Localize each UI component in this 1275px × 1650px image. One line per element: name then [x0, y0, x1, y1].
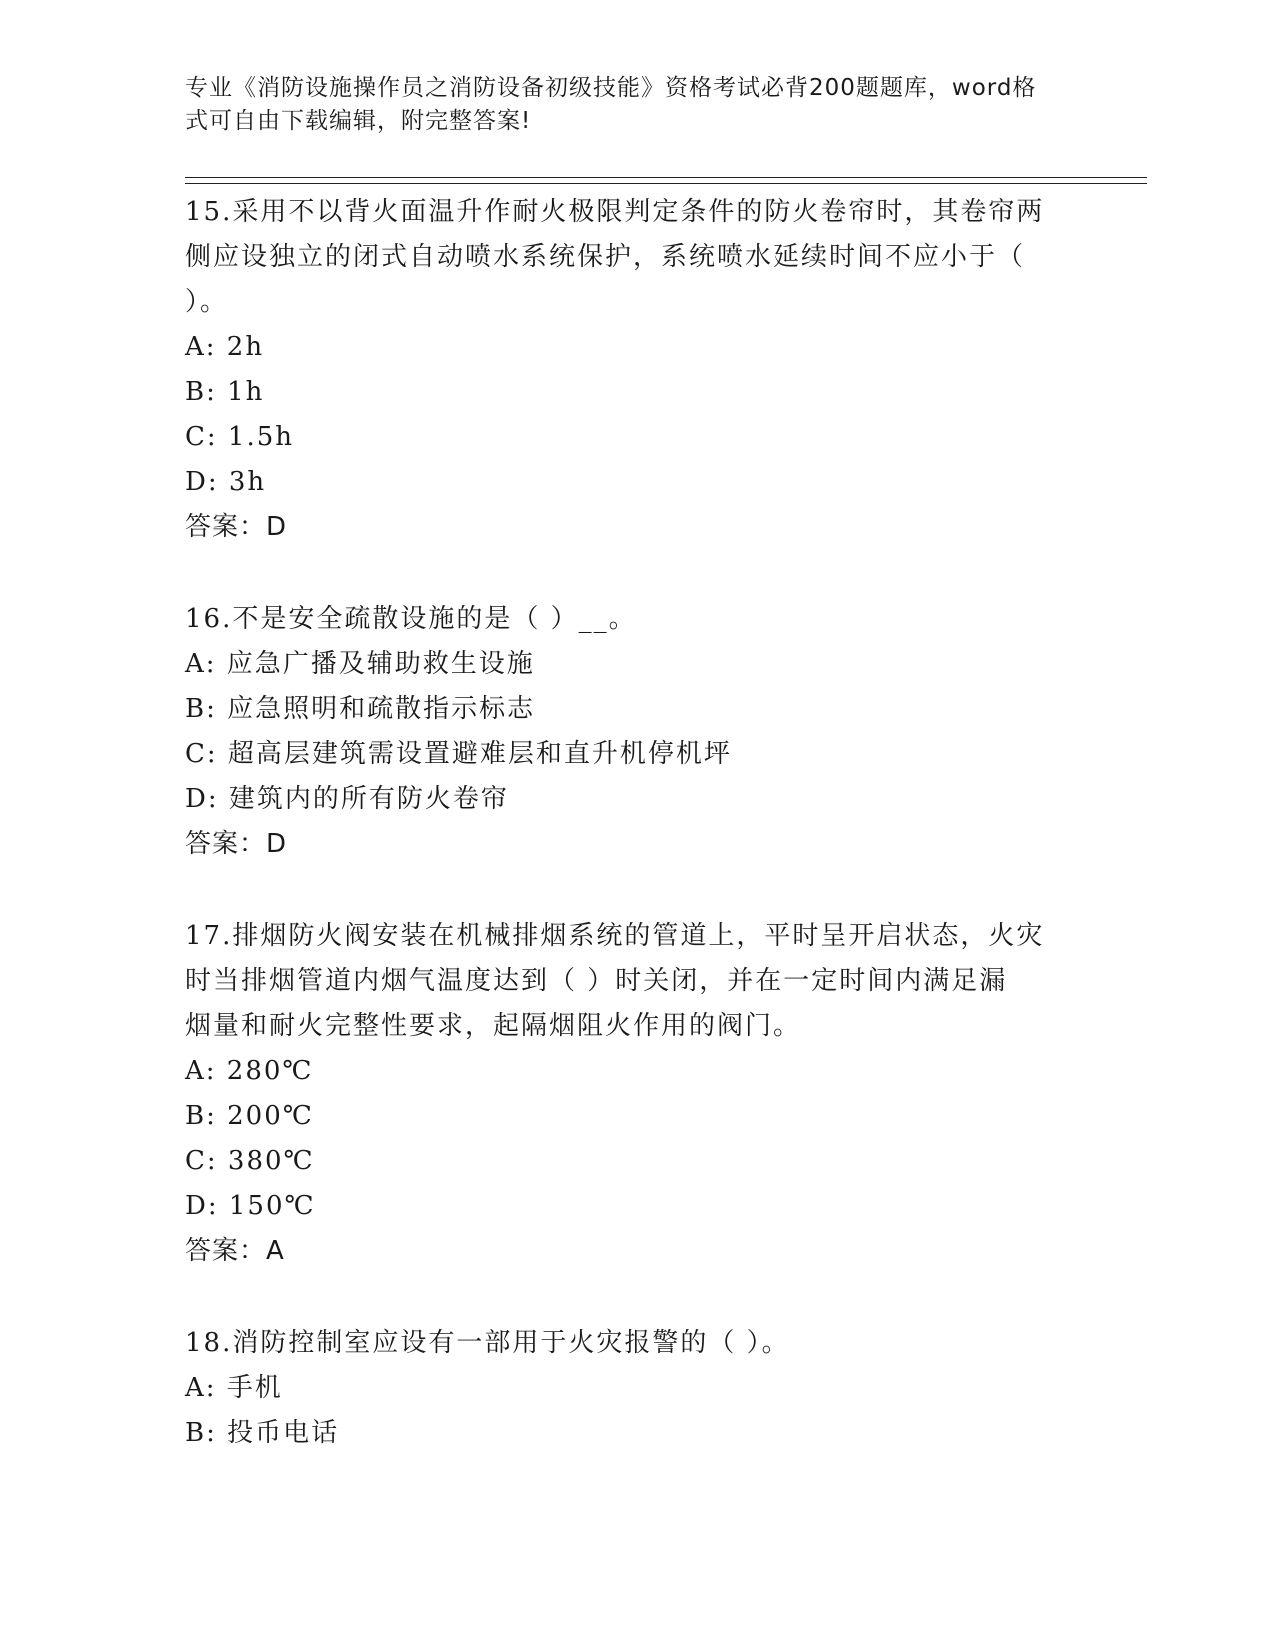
- option-c: C: 380℃: [185, 1146, 315, 1176]
- answer-label: 答案：D: [185, 512, 288, 542]
- document-intro: [185, 72, 1065, 138]
- option-c: C: 超高层建筑需设置避难层和直升机停机坪: [185, 739, 732, 769]
- question-18: [185, 1321, 1065, 1456]
- option-d: D: 3h: [185, 467, 267, 497]
- intro-line-2: 式可自由下载编辑，附完整答案!: [185, 108, 532, 134]
- header-divider-bottom: [185, 183, 1147, 184]
- option-a: A: 应急广播及辅助救生设施: [185, 649, 535, 679]
- question-list: [185, 190, 1065, 1503]
- question-text-line: 侧应设独立的闭式自动喷水系统保护，系统喷水延续时间不应小于（: [185, 242, 1026, 272]
- option-a: A: 280℃: [185, 1056, 314, 1086]
- option-b: B: 投币电话: [185, 1418, 340, 1448]
- option-d: D: 150℃: [185, 1191, 316, 1221]
- option-b: B: 应急照明和疏散指示标志: [185, 694, 536, 724]
- option-b: B: 1h: [185, 377, 265, 407]
- question-text-line: ）。: [185, 287, 229, 317]
- answer-label: 答案：D: [185, 829, 288, 859]
- answer-label: 答案：A: [185, 1236, 285, 1266]
- option-c: C: 1.5h: [185, 422, 295, 452]
- question-16: [185, 597, 1065, 867]
- question-17: [185, 914, 1065, 1274]
- option-d: D: 建筑内的所有防火卷帘: [185, 784, 509, 814]
- option-b: B: 200℃: [185, 1101, 314, 1131]
- question-15: [185, 190, 1065, 550]
- question-text-line: 时当排烟管道内烟气温度达到（ ）时关闭，并在一定时间内满足漏: [185, 966, 1008, 996]
- option-a: A: 2h: [185, 332, 265, 362]
- option-a: A: 手机: [185, 1373, 283, 1403]
- question-text-line: 烟量和耐火完整性要求，起隔烟阻火作用的阀门。: [185, 1011, 802, 1041]
- header-divider-top: [185, 177, 1147, 178]
- question-text-line: 18.消防控制室应设有一部用于火灾报警的（ ）。: [185, 1328, 790, 1358]
- question-text-line: 16.不是安全疏散设施的是（ ）__。: [185, 604, 637, 634]
- question-text-line: 17.排烟防火阀安装在机械排烟系统的管道上，平时呈开启状态，火灾: [185, 921, 1045, 951]
- question-text-line: 15.采用不以背火面温升作耐火极限判定条件的防火卷帘时，其卷帘两: [185, 197, 1045, 227]
- intro-line-1: 专业《消防设施操作员之消防设备初级技能》资格考试必背200题题库，word格: [185, 75, 1037, 101]
